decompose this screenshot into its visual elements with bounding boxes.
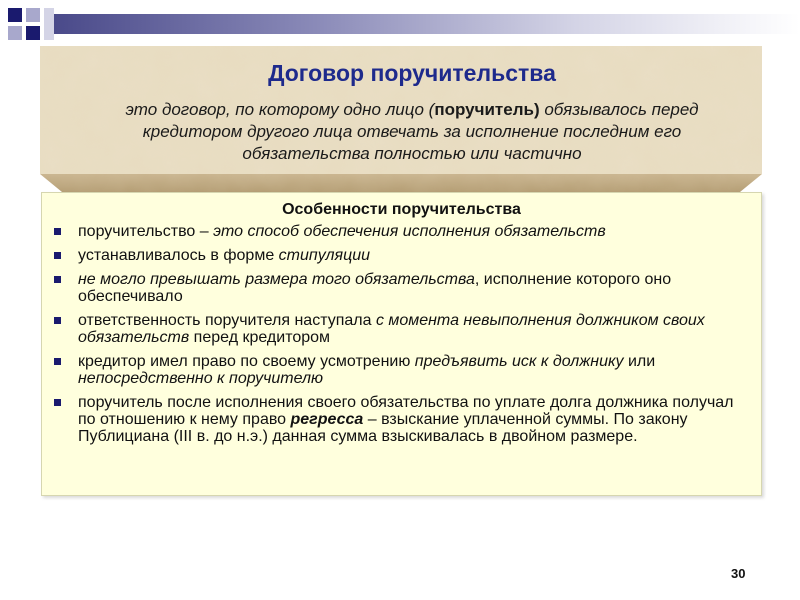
- decor-square: [8, 8, 22, 22]
- bullet-square-icon: [54, 317, 61, 324]
- slide-title: Договор поручительства: [268, 60, 556, 86]
- decor-square: [44, 8, 54, 40]
- decor-square: [8, 26, 22, 40]
- features-list: [52, 223, 742, 452]
- list-item: [52, 247, 742, 264]
- list-item: [52, 312, 742, 346]
- list-item: [52, 271, 742, 305]
- page-number: 30: [731, 566, 746, 581]
- item-text: или: [623, 353, 656, 370]
- bullet-square-icon: [54, 358, 61, 365]
- item-text-italic: непосредственно к поручителю: [78, 370, 324, 387]
- item-text: кредитор имел право по своему усмотрению: [78, 353, 415, 370]
- definition-text: [82, 99, 742, 165]
- item-text-italic: с момента невыполнения должником своих обязательств: [78, 312, 705, 346]
- definition-text-part2: обязывалось перед кредитором другого лица отвечать за исполнение последним его обязательства полностью или частично: [142, 100, 699, 163]
- bullet-square-icon: [54, 252, 61, 259]
- features-title: Особенности поручительства: [282, 201, 521, 218]
- list-item: [52, 223, 742, 240]
- item-text: , исполнение которого оно обеспечивало: [78, 271, 672, 305]
- item-text-italic: не могло превышать размера того обязательства: [78, 271, 475, 288]
- item-text-italic: стипуляции: [278, 247, 371, 264]
- item-text-italic: это способ обеспечения исполнения обязательств: [213, 223, 606, 240]
- bullet-square-icon: [54, 228, 61, 235]
- item-text: ответственность поручителя наступала: [78, 312, 376, 329]
- item-text-bold-italic: регресса: [290, 411, 364, 428]
- item-text: перед кредитором: [189, 329, 331, 346]
- list-item: [52, 353, 742, 387]
- item-text: поручитель после исполнения своего обязательства по уплате долга должника получал по отношению к нему право: [78, 394, 734, 428]
- item-text: устанавливалось в форме: [78, 247, 279, 264]
- definition-panel: [40, 46, 762, 196]
- decor-square: [26, 26, 40, 40]
- bullet-square-icon: [54, 399, 61, 406]
- item-text-italic: предъявить иск к должнику: [414, 353, 624, 370]
- decor-square: [26, 8, 40, 22]
- features-box: [41, 192, 762, 496]
- top-decor-bar: [54, 14, 800, 34]
- bullet-square-icon: [54, 276, 61, 283]
- definition-text-part1: это договор, по которому одно лицо (: [125, 100, 435, 119]
- definition-term: поручитель): [434, 100, 540, 119]
- item-text: поручительство –: [78, 223, 214, 240]
- item-text: – взыскание уплаченной суммы. По закону Публициана (III в. до н.э.) данная сумма взыскивалась в двойном размере.: [78, 411, 688, 445]
- list-item: [52, 394, 742, 445]
